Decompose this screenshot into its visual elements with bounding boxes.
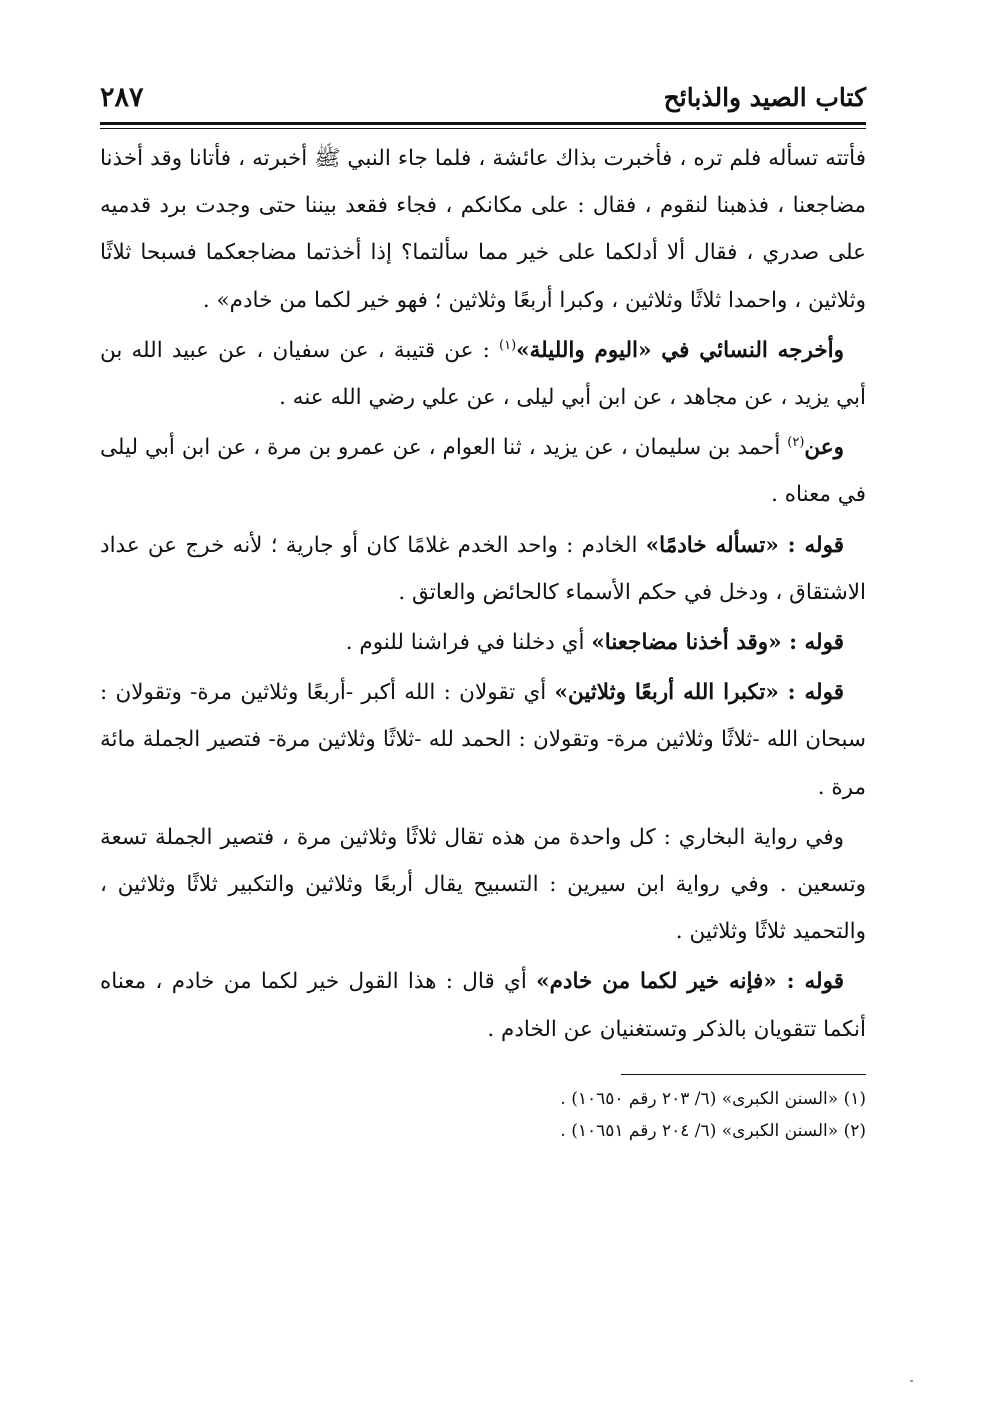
paragraph (100, 619, 866, 669)
text-run: أي تقولان : الله أكبر -أربعًا وثلاثين مرة- وتقولان : سبحان الله -ثلاثًا وثلاثين مرة- وتقولان : الحمد لله -ثلاثًا وثلاثين مرة- فتصير الجملة مائة مرة . (100, 680, 866, 800)
text-run: أي دخلنا في فراشنا للنوم . (345, 630, 592, 656)
bold-lemma: قوله : «تسأله خادمًا» (645, 532, 844, 558)
text-run: : عن قتيبة ، عن سفيان ، عن عبيد الله بن أبي يزيد ، عن مجاهد ، عن ابن أبي ليلى ، عن علي رضي الله عنه . (100, 337, 866, 411)
paragraph (100, 814, 866, 959)
bold-lemma: قوله : «تكبرا الله أربعًا وثلاثين» (554, 680, 844, 706)
header-rule-thin (100, 128, 866, 129)
main-text (100, 135, 866, 1056)
footnote-marker: (١) (499, 337, 517, 353)
scan-speck (910, 1380, 913, 1382)
footnote: (٢) «السنن الكبرى» (٦/ ٢٠٤ رقم ١٠٦٥١) . (560, 1120, 866, 1141)
paragraph (100, 135, 866, 327)
text-run: الخادم : واحد الخدم غلامًا كان أو جارية ؛ لأنه خرج عن عداد الاشتقاق ، ودخل في حكم الأسماء كالحائض والعاتق . (100, 532, 866, 605)
footnote-separator (621, 1074, 866, 1075)
running-header (100, 78, 866, 118)
paragraph (100, 327, 866, 424)
paragraph (100, 958, 866, 1055)
bold-lemma: قوله : «فإنه خير لكما من خادم» (536, 969, 844, 995)
text-run: أي قال : هذا القول خير لكما من خادم ، معناه أنكما تتقويان بالذكر وتستغنيان عن الخادم . (100, 969, 866, 1042)
paragraph (100, 522, 866, 619)
footnote: (١) «السنن الكبرى» (٦/ ٢٠٣ رقم ١٠٦٥٠) . (560, 1088, 866, 1109)
bold-lemma: وأخرجه النسائي في «اليوم والليلة» (516, 337, 844, 363)
text-run: أحمد بن سليمان ، عن يزيد ، ثنا العوام ، عن عمرو بن مرة ، عن ابن أبي ليلى في معناه . (100, 435, 866, 508)
header-rule-thick (100, 122, 866, 125)
bold-lemma: قوله : «وقد أخذنا مضاجعنا» (591, 630, 844, 656)
chapter-title: كتاب الصيد والذبائح (663, 83, 866, 112)
footnote-marker: (٢) (787, 435, 805, 451)
text-run: فأتته تسأله فلم تره ، فأخبرت بذاك عائشة ، فلما جاء النبي ﷺ أخبرته ، فأتانا وقد أخذنا مضاجعنا ، فذهبنا لنقوم ، فقال : على مكانكم ، فجاء فقعد بيننا حتى وجدت برد قدميه على صدري ، فقال ألا أدلكما على خير مما سألتما؟ إذا أخذتما مضاجعكما فسبحا ثلاثًا وثلاثين ، واحمدا ثلاثًا وثلاثين ، وكبرا أربعًا وثلاثين ؛ فهو خير لكما من خادم» . (100, 146, 866, 313)
bold-lemma: وعن (804, 435, 844, 461)
book-page (100, 78, 866, 1147)
text-run: وفي رواية البخاري : كل واحدة من هذه تقال ثلاثًا وثلاثين مرة ، فتصير الجملة تسعة وتسعين . وفي رواية ابن سيرين : التسبيح يقال أربعًا وثلاثين والتكبير ثلاثًا وثلاثين ، والتحميد ثلاثًا وثلاثين . (100, 824, 866, 945)
footnotes (100, 1083, 866, 1147)
page-number: ٢٨٧ (100, 82, 144, 113)
paragraph (100, 424, 866, 521)
paragraph (100, 669, 866, 814)
